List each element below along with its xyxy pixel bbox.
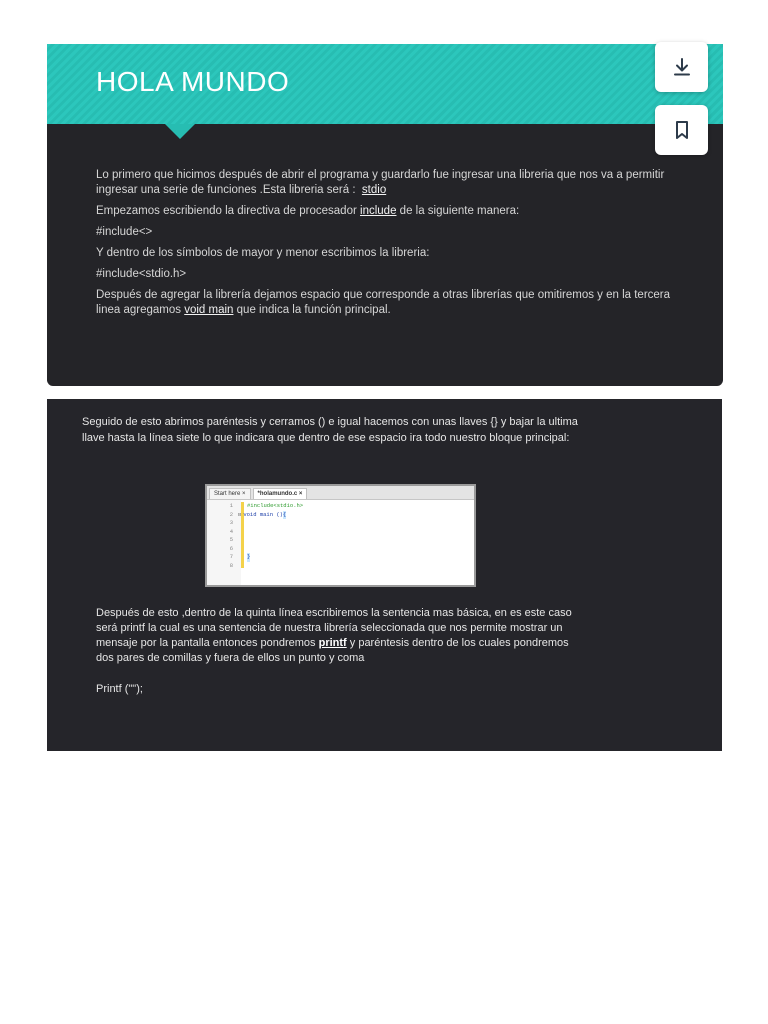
- editor-code: [207, 502, 472, 570]
- code-line: 5: [229, 536, 233, 543]
- body-line-2: será printf la cual es una sentencia de nuestra librería seleccionada que nos permite mostrar un: [96, 622, 563, 634]
- paragraph-5: #include<stdio.h>: [96, 268, 187, 280]
- slide-2: [47, 399, 722, 751]
- printf-example: Printf ("");: [96, 683, 143, 695]
- code-line: 8: [229, 561, 233, 569]
- bookmark-icon: [670, 118, 694, 142]
- close-icon: ×: [242, 491, 246, 497]
- download-icon: [670, 55, 694, 79]
- code-line: 7 }: [229, 553, 251, 560]
- fold-marker-icon: ⊟: [238, 510, 242, 518]
- printf-term: printf: [318, 637, 347, 649]
- void-main-term: void main: [184, 304, 234, 316]
- intro-line-1: Seguido de esto abrimos paréntesis y cerramos () e igual hacemos con unas llaves {} y bajar la ultima: [82, 416, 578, 428]
- code-line: 6: [229, 544, 233, 552]
- editor-tabs: [207, 486, 474, 500]
- body-line-4: dos pares de comillas y fuera de ellos un punto y coma: [96, 652, 365, 664]
- code-line: 2 ⊟ void main () {: [229, 510, 287, 518]
- body-line-1: Después de esto ,dentro de la quinta línea escribiremos la sentencia mas básica, en es este caso: [96, 607, 572, 619]
- slide-2-intro: [82, 414, 672, 446]
- slide-1-body: [96, 168, 676, 324]
- download-button[interactable]: [655, 42, 708, 92]
- title-banner: [47, 44, 723, 124]
- code-line: 4: [229, 527, 233, 535]
- include-term: include: [360, 205, 397, 217]
- intro-line-2: llave hasta la línea siete lo que indicara que dentro de ese espacio ira todo nuestro bloque principal:: [82, 432, 570, 444]
- paragraph-1: Lo primero que hicimos después de abrir el programa y guardarlo fue ingresar una libreria que nos va a permitir ingresar una serie de funciones .Esta libreria será : stdio: [96, 169, 665, 196]
- editor-tab-start: Start here ×: [209, 488, 251, 499]
- paragraph-6: Después de agregar la librería dejamos espacio que corresponde a otras librerías que omitiremos y en la tercera linea agregamos void main que indica la función principal.: [96, 289, 671, 316]
- slide-2-body: [96, 606, 676, 697]
- slide-1: [47, 44, 723, 386]
- editor-tab-holamundo: *holamundo.c ×: [253, 488, 308, 499]
- body-line-3: mensaje por la pantalla entonces pondremos printf y paréntesis dentro de los cuales pondremos: [96, 637, 569, 649]
- banner-notch: [165, 124, 195, 139]
- paragraph-3: #include<>: [96, 226, 153, 238]
- paragraph-2: Empezamos escribiendo la directiva de procesador include de la siguiente manera:: [96, 205, 520, 217]
- slide-title: HOLA MUNDO: [96, 66, 290, 97]
- code-line: 1 #include<stdio.h>: [229, 502, 304, 509]
- paragraph-4: Y dentro de los símbolos de mayor y menor escribimos la libreria:: [96, 247, 430, 259]
- code-line: 3: [229, 519, 233, 526]
- stdio-term: stdio: [361, 184, 387, 196]
- bookmark-button[interactable]: [655, 105, 708, 155]
- close-icon: ×: [298, 491, 303, 497]
- code-editor-screenshot: [205, 484, 476, 587]
